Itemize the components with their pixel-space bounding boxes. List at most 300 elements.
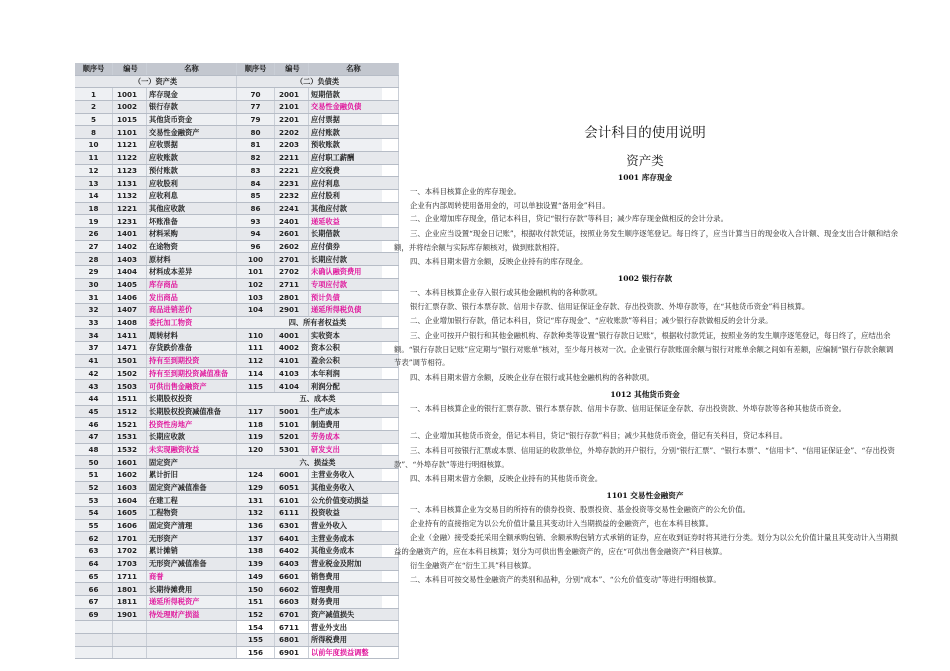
account-name: 盈余公积 [309,354,399,367]
column-header: 编号 [275,63,309,75]
sequence-number: 69 [75,608,113,621]
column-header: 名称 [309,63,399,75]
account-code: 1711 [113,570,147,583]
empty-cell [75,633,113,646]
account-code: 2241 [275,202,309,215]
account-name: 递延收益 [309,215,399,228]
account-name: 持有至到期投资减值准备 [147,367,237,380]
account-code: 6601 [275,570,309,583]
account-code: 1604 [113,494,147,507]
sequence-number: 26 [75,227,113,240]
sequence-number: 120 [237,443,275,456]
account-code: 1801 [113,583,147,596]
table-row [75,633,399,646]
account-name: 无形资产减值准备 [147,557,237,570]
section-heading: （二）负债类 [237,75,399,88]
account-name: 管理费用 [309,583,399,596]
account-name: 应付利息 [309,177,399,190]
account-code: 6111 [275,507,309,520]
table-row [75,418,399,431]
table-row [75,405,399,418]
section-title-assets: 资产类 [626,153,664,168]
empty-cell [113,621,147,634]
sequence-number: 104 [237,304,275,317]
sequence-number: 13 [75,177,113,190]
sequence-number: 33 [75,316,113,329]
column-header: 编号 [113,63,147,75]
account-name: 营业税金及附加 [309,557,399,570]
sequence-number: 124 [237,469,275,482]
sequence-number: 48 [75,443,113,456]
table-row [75,557,399,570]
sequence-number: 10 [75,139,113,152]
account-name: 公允价值变动损益 [309,494,399,507]
account-name: 坏账准备 [147,215,237,228]
table-row [75,253,399,266]
table-row [75,570,399,583]
account-code: 1521 [113,418,147,431]
table-row [75,126,399,139]
account-name: 商誉 [147,570,237,583]
account-code: 1404 [113,266,147,279]
account-name: 资本公积 [309,342,399,355]
heading-1101: 1101 交易性金融资产 [606,491,684,500]
paragraph: 二、企业增加库存现金，借记本科目，贷记“银行存款”等科目；减少库存现金做相反的会计分录。 [410,214,728,223]
sequence-number: 129 [237,481,275,494]
empty-cell [113,633,147,646]
account-name: 所得税费用 [309,633,399,646]
empty-cell [75,621,113,634]
sequence-number: 54 [75,507,113,520]
column-header: 顺序号 [75,63,113,75]
paragraph: 一、本科目核算企业存入银行或其他金融机构的各种款项。 [410,288,603,297]
sequence-number: 18 [75,202,113,215]
account-code: 1531 [113,430,147,443]
account-name: 长期股权投资 [147,392,237,405]
account-name: 周转材料 [147,329,237,342]
account-code: 5201 [275,430,309,443]
table-row [75,430,399,443]
sequence-number: 93 [237,215,275,228]
account-code: 2231 [275,177,309,190]
sequence-number: 31 [75,291,113,304]
account-name: 应收票据 [147,139,237,152]
account-name: 其他应付款 [309,202,399,215]
account-code: 1703 [113,557,147,570]
column-header: 顺序号 [237,63,275,75]
paragraph: 一、本科目核算企业的银行汇票存款、银行本票存款、信用卡存款、信用证保证金存款、存出投资款、外埠存款等各种其他货币资金。 [410,404,847,413]
account-code: 1601 [113,456,147,469]
table-row [75,278,399,291]
account-name: 销售费用 [309,570,399,583]
account-name: 长期应付款 [309,253,399,266]
account-name: 累计摊销 [147,545,237,558]
account-code: 1602 [113,469,147,482]
paragraph: 二、本科目可按交易性金融资产的类别和品种，分别“成本”、“公允价值变动”等进行明细核算。 [410,575,721,584]
table-row [75,189,399,202]
sequence-number: 67 [75,595,113,608]
sequence-number: 150 [237,583,275,596]
sequence-number: 55 [75,519,113,532]
paragraph: 一、本科目核算企业的库存现金。 [410,187,521,196]
account-code: 2702 [275,266,309,279]
sequence-number: 111 [237,342,275,355]
column-header: 名称 [147,63,237,75]
account-code: 1221 [113,202,147,215]
table-row [75,354,399,367]
account-name: 预计负债 [309,291,399,304]
account-code: 6051 [275,481,309,494]
account-name: 长期股权投资减值准备 [147,405,237,418]
empty-cell [75,646,113,659]
sequence-number: 110 [237,329,275,342]
sequence-number: 114 [237,367,275,380]
sequence-number: 156 [237,646,275,659]
account-code: 1231 [113,215,147,228]
table-row [75,151,399,164]
paragraph: 四、本科目期末借方余额，反映企业持有的其他货币资金。 [410,474,603,483]
account-name: 资产减值损失 [309,608,399,621]
account-code: 6711 [275,621,309,634]
account-code: 1001 [113,88,147,101]
account-code: 4001 [275,329,309,342]
account-name: 可供出售金融资产 [147,380,237,393]
sequence-number: 100 [237,253,275,266]
sequence-number: 66 [75,583,113,596]
account-code: 4103 [275,367,309,380]
sequence-number: 63 [75,545,113,558]
account-name: 预收账款 [309,139,399,152]
table-row [75,621,399,634]
account-name: 固定资产减值准备 [147,481,237,494]
paragraph: 三、企业应当设置“现金日记账”，根据收付款凭证，按照业务发生顺序逐笔登记。每日终了，应当计算当日的现金收入合计额、现金支出合计额和结余额，并将结余额与实际库存额核对，做到账款相符。 [394,229,898,252]
sequence-number: 155 [237,633,275,646]
table-row [75,291,399,304]
account-name: 递延所得税资产 [147,595,237,608]
account-code: 1501 [113,354,147,367]
paragraph: 衍生金融资产在“衍生工具”科目核算。 [410,561,536,570]
account-code: 6401 [275,532,309,545]
table-row [75,75,399,88]
account-name: 长期应收款 [147,430,237,443]
account-code: 1408 [113,316,147,329]
account-code: 2701 [275,253,309,266]
account-code: 2801 [275,291,309,304]
account-code: 6001 [275,469,309,482]
account-name: 投资性房地产 [147,418,237,431]
account-code: 1002 [113,101,147,114]
sequence-number: 85 [237,189,275,202]
account-name: 银行存款 [147,101,237,114]
section-heading: 五、成本类 [237,392,399,405]
account-name: 其他货币资金 [147,113,237,126]
account-name: 商品进销差价 [147,304,237,317]
table-row [75,113,399,126]
sequence-number: 139 [237,557,275,570]
account-name: 应付债券 [309,240,399,253]
sequence-number: 136 [237,519,275,532]
account-code: 2101 [275,101,309,114]
account-code: 1121 [113,139,147,152]
table-row [75,215,399,228]
sequence-number: 2 [75,101,113,114]
account-code: 6403 [275,557,309,570]
account-name: 其他应收款 [147,202,237,215]
account-code: 1511 [113,392,147,405]
account-name: 制造费用 [309,418,399,431]
account-name: 投资收益 [309,507,399,520]
sequence-number: 154 [237,621,275,634]
account-code: 2001 [275,88,309,101]
account-code: 6402 [275,545,309,558]
sequence-number: 152 [237,608,275,621]
sequence-number: 62 [75,532,113,545]
account-name: 应付职工薪酬 [309,151,399,164]
account-code: 1122 [113,151,147,164]
sequence-number: 64 [75,557,113,570]
account-code: 5101 [275,418,309,431]
account-name: 累计折旧 [147,469,237,482]
account-name: 委托加工物资 [147,316,237,329]
account-name: 应付票据 [309,113,399,126]
account-code: 1407 [113,304,147,317]
account-code: 1901 [113,608,147,621]
account-code: 6301 [275,519,309,532]
account-name: 预付账款 [147,164,237,177]
sequence-number: 81 [237,139,275,152]
table-row [75,367,399,380]
account-name: 在建工程 [147,494,237,507]
account-name: 其他业务收入 [309,481,399,494]
paragraph: 企业持有的直接指定为以公允价值计量且其变动计入当期损益的金融资产，也在本科目核算。 [410,519,714,528]
paragraph: 三、本科目可按银行汇票或本票、信用证的收款单位，外埠存款的开户银行，分别“银行汇票”、“银行本票”、“信用卡”、“信用证保证金”、“存出投资款”、“外埠存款”等进行明细核算。 [394,446,895,469]
paragraph: 二、企业增加银行存款，借记本科目，贷记“库存现金”、“应收账款”等科目；减少银行存款做相反的会计分录。 [410,316,773,325]
account-code: 1702 [113,545,147,558]
empty-cell [147,621,237,634]
account-name: 在途物资 [147,240,237,253]
sequence-number: 41 [75,354,113,367]
account-code: 2221 [275,164,309,177]
sequence-number: 96 [237,240,275,253]
account-code: 2211 [275,151,309,164]
sequence-number: 29 [75,266,113,279]
sequence-number: 132 [237,507,275,520]
account-name: 专项应付款 [309,278,399,291]
table-row [75,202,399,215]
table-row [75,164,399,177]
account-code: 1132 [113,189,147,202]
paragraph: 二、企业增加其他货币资金，借记本科目，贷记“银行存款”科目；减少其他货币资金，借记有关科目，贷记本科目。 [410,431,788,440]
account-name: 材料采购 [147,227,237,240]
table-row [75,608,399,621]
account-code: 2202 [275,126,309,139]
table-row [75,469,399,482]
account-name: 无形资产 [147,532,237,545]
empty-cell [147,633,237,646]
heading-1001: 1001 库存现金 [617,173,673,182]
account-name: 原材料 [147,253,237,266]
paragraph: 三、企业可按开户银行和其他金融机构、存款种类等设置“银行存款日记账”，根据收付款凭证，按照业务的发生顺序逐笔登记，每日终了，应结出余额。“银行存款日记账”应定期与“银行对账单”核对，至少每月核对一次。企业银行存款账面余额与银行对账单余额之间如有差额，应编制“银行存款余额调节表”调节相符。 [394,331,894,368]
account-name: 财务费用 [309,595,399,608]
account-name: 应付账款 [309,126,399,139]
table-row [75,583,399,596]
account-name: 主营业务收入 [309,469,399,482]
account-name: 应收股利 [147,177,237,190]
sequence-number: 83 [237,164,275,177]
account-code: 2711 [275,278,309,291]
sequence-number: 79 [237,113,275,126]
account-name: 存货跌价准备 [147,342,237,355]
sequence-number: 138 [237,545,275,558]
sequence-number: 115 [237,380,275,393]
account-name: 递延所得税负债 [309,304,399,317]
sequence-number: 80 [237,126,275,139]
account-name: 长期借款 [309,227,399,240]
account-code: 1123 [113,164,147,177]
account-code: 6901 [275,646,309,659]
paragraph: 企业有内部周转使用备用金的，可以单独设置“备用金”科目。 [410,201,610,210]
paragraph: 企业（金融）接受委托采用全额承购包销、余额承购包销方式承销的证券，应在收到证券时将其进行分类。划分为以公允价值计量且其变动计入当期损益的金融资产的，应在本科目核算；划分为可供出售金融资产的，应在“可供出售金融资产”科目核算。 [394,533,898,556]
accounts-table [75,63,399,659]
empty-cell [113,646,147,659]
table-row [75,304,399,317]
account-name: 发出商品 [147,291,237,304]
account-code: 1532 [113,443,147,456]
sequence-number: 45 [75,405,113,418]
account-code: 6101 [275,494,309,507]
account-name: 长期待摊费用 [147,583,237,596]
account-name: 劳务成本 [309,430,399,443]
account-name: 利润分配 [309,380,399,393]
table-row [75,646,399,659]
account-code: 2203 [275,139,309,152]
table-row [75,227,399,240]
table-row [75,88,399,101]
section-heading: （一）资产类 [75,75,237,88]
account-code: 2601 [275,227,309,240]
sequence-number: 103 [237,291,275,304]
sequence-number: 47 [75,430,113,443]
account-code: 2201 [275,113,309,126]
account-name: 营业外收入 [309,519,399,532]
sequence-number: 137 [237,532,275,545]
account-name: 应收账款 [147,151,237,164]
sequence-number: 102 [237,278,275,291]
account-name: 短期借款 [309,88,399,101]
account-code: 2602 [275,240,309,253]
sequence-number: 94 [237,227,275,240]
account-name: 其他业务成本 [309,545,399,558]
account-name: 主营业务成本 [309,532,399,545]
account-name: 实收资本 [309,329,399,342]
account-code: 1471 [113,342,147,355]
account-code: 1402 [113,240,147,253]
account-name: 研发支出 [309,443,399,456]
account-code: 1811 [113,595,147,608]
account-code: 1502 [113,367,147,380]
sequence-number: 86 [237,202,275,215]
table-row [75,342,399,355]
heading-1012: 1012 其他货币资金 [610,390,680,399]
empty-cell [147,646,237,659]
account-code: 2232 [275,189,309,202]
sequence-number: 149 [237,570,275,583]
account-name: 应付股利 [309,189,399,202]
sequence-number: 101 [237,266,275,279]
account-name: 持有至到期投资 [147,354,237,367]
account-name: 固定资产 [147,456,237,469]
account-code: 1605 [113,507,147,520]
account-name: 未实现融资收益 [147,443,237,456]
sequence-number: 5 [75,113,113,126]
account-code: 4101 [275,354,309,367]
table-row [75,456,399,469]
account-code: 6801 [275,633,309,646]
account-code: 1603 [113,481,147,494]
table-row [75,545,399,558]
sequence-number: 117 [237,405,275,418]
table-row [75,392,399,405]
table-row [75,240,399,253]
paragraph: 四、本科目期末借方余额，反映企业持有的库存现金。 [410,257,588,266]
account-code: 1512 [113,405,147,418]
account-code: 1401 [113,227,147,240]
account-name: 库存现金 [147,88,237,101]
table-row [75,595,399,608]
account-code: 6602 [275,583,309,596]
account-code: 1411 [113,329,147,342]
account-code: 1101 [113,126,147,139]
usage-document [386,0,904,671]
sequence-number: 28 [75,253,113,266]
table-row [75,494,399,507]
account-code: 1131 [113,177,147,190]
account-code: 1406 [113,291,147,304]
paragraph: 一、本科目核算企业为交易目的所持有的债券投资、股票投资、基金投资等交易性金融资产的公允价值。 [410,505,750,514]
account-code: 1503 [113,380,147,393]
table-row [75,316,399,329]
account-name: 本年利润 [309,367,399,380]
heading-1002: 1002 银行存款 [617,274,673,283]
chart-of-accounts-table [75,63,382,657]
sequence-number: 70 [237,88,275,101]
sequence-number: 34 [75,329,113,342]
account-name: 固定资产清理 [147,519,237,532]
account-code: 6701 [275,608,309,621]
sequence-number: 32 [75,304,113,317]
sequence-number: 51 [75,469,113,482]
sequence-number: 50 [75,456,113,469]
account-code: 4002 [275,342,309,355]
account-name: 工程物资 [147,507,237,520]
account-name: 交易性金融资产 [147,126,237,139]
account-code: 1606 [113,519,147,532]
table-row [75,481,399,494]
account-code: 1701 [113,532,147,545]
sequence-number: 53 [75,494,113,507]
document-title: 会计科目的使用说明 [584,125,706,141]
account-name: 以前年度损益调整 [309,646,399,659]
sequence-number: 42 [75,367,113,380]
account-code: 2901 [275,304,309,317]
sequence-number: 65 [75,570,113,583]
table-row [75,177,399,190]
sequence-number: 151 [237,595,275,608]
account-name: 交易性金融负债 [309,101,399,114]
sequence-number: 119 [237,430,275,443]
account-name: 待处理财产损溢 [147,608,237,621]
account-code: 2401 [275,215,309,228]
